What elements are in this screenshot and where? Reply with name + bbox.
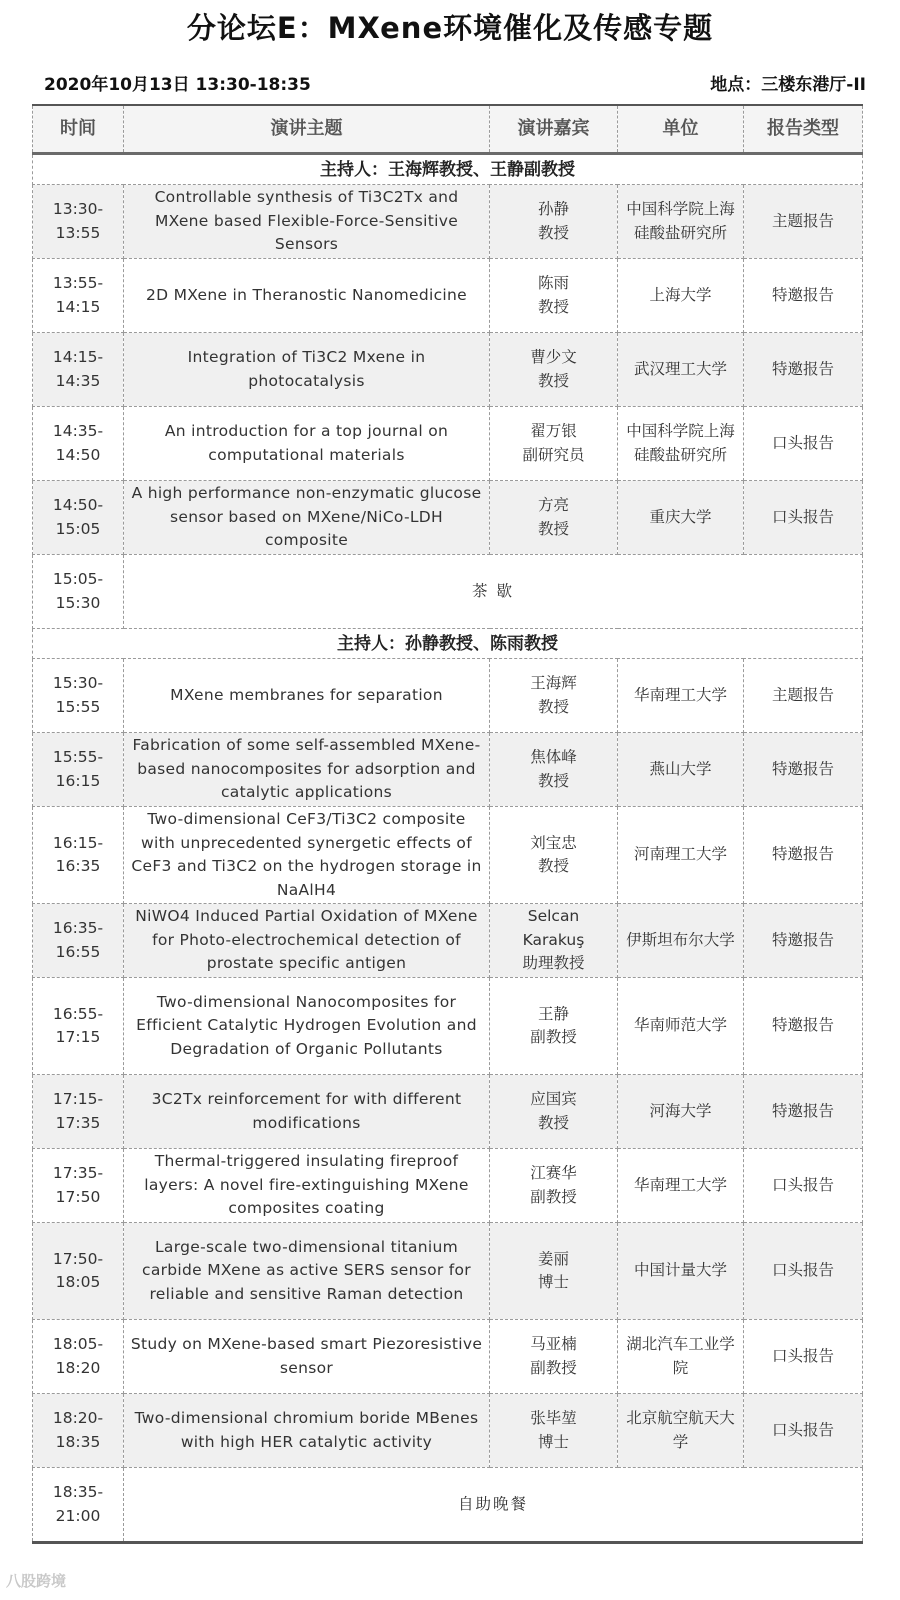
speaker-title: 副教授 (530, 1187, 577, 1206)
unit-cell: 华南师范大学 (618, 978, 744, 1075)
topic-cell: Two-dimensional CeF3/Ti3C2 composite with unprecedented synergetic effects of CeF3 and Ti3C2 on the hydrogen storage in NaAlH4 (124, 807, 490, 904)
topic-cell: A high performance non-enzymatic glucose sensor based on MXene/NiCo-LDH composite (124, 481, 490, 555)
speaker-cell (490, 481, 618, 555)
speaker-name: 陈雨 (537, 274, 569, 292)
speaker-cell (490, 904, 618, 978)
time-end: 14:35 (55, 371, 101, 390)
topic-cell: Two-dimensional Nanocomposites for Efficient Catalytic Hydrogen Evolution and Degradation of Organic Pollutants (124, 978, 490, 1075)
table-row (33, 1320, 863, 1394)
type-cell: 特邀报告 (744, 807, 863, 904)
speaker-name: 方亮 (537, 496, 569, 514)
speaker-cell (490, 807, 618, 904)
type-cell: 口头报告 (744, 1320, 863, 1394)
time-start: 14:15- (52, 348, 104, 366)
unit-cell: 中国科学院上海硅酸盐研究所 (618, 407, 744, 481)
speaker-name: 姜丽 (537, 1249, 569, 1268)
topic-cell: An introduction for a top journal on computational materials (124, 407, 490, 481)
break-label: 自助晚餐 (124, 1468, 863, 1543)
speaker-cell (490, 407, 618, 481)
type-cell: 口头报告 (744, 1394, 863, 1468)
col-header-speaker: 演讲嘉宾 (490, 105, 618, 154)
speaker-title: 博士 (537, 1273, 569, 1291)
topic-cell: Study on MXene-based smart Piezoresistive sensor (124, 1320, 490, 1394)
time-end: 16:15 (55, 771, 101, 790)
table-row (33, 1149, 863, 1223)
speaker-title: 博士 (537, 1432, 569, 1451)
speaker-title: 教授 (537, 771, 569, 790)
time-cell (33, 659, 124, 733)
type-cell: 特邀报告 (744, 904, 863, 978)
speaker-cell (490, 1394, 618, 1468)
time-cell (33, 1394, 124, 1468)
time-start: 18:35- (52, 1483, 104, 1501)
time-cell (33, 1075, 124, 1149)
time-end: 15:30 (55, 593, 101, 612)
time-end: 18:35 (55, 1432, 101, 1451)
time-start: 16:15- (52, 833, 104, 852)
speaker-cell (490, 1075, 618, 1149)
col-header-unit: 单位 (618, 105, 744, 154)
time-start: 18:20- (52, 1409, 104, 1427)
time-start: 18:05- (52, 1335, 104, 1353)
unit-cell: 华南理工大学 (618, 659, 744, 733)
time-cell (33, 333, 124, 407)
table-row (33, 185, 863, 259)
time-start: 17:50- (52, 1249, 104, 1268)
time-cell (33, 733, 124, 807)
topic-cell: Thermal-triggered insulating fireproof layers: A novel fire-extinguishing MXene composites coating (124, 1149, 490, 1223)
speaker-cell (490, 1223, 618, 1320)
speaker-title: 副教授 (530, 1028, 577, 1046)
time-end: 17:15 (55, 1028, 101, 1046)
session-date-time: 2020年10月13日 13:30-18:35 (44, 75, 311, 95)
topic-cell: Two-dimensional chromium boride MBenes with high HER catalytic activity (124, 1394, 490, 1468)
table-row (33, 733, 863, 807)
time-start: 16:55- (52, 1004, 104, 1023)
speaker-cell (490, 978, 618, 1075)
time-start: 15:55- (52, 748, 104, 766)
speaker-cell (490, 185, 618, 259)
unit-cell: 中国科学院上海硅酸盐研究所 (618, 185, 744, 259)
speaker-name: Selcan Karakuş (522, 907, 585, 949)
speaker-title: 副研究员 (522, 445, 585, 464)
time-cell (33, 1468, 124, 1543)
table-row (33, 333, 863, 407)
topic-cell: 3C2Tx reinforcement for with different modifications (124, 1075, 490, 1149)
speaker-title: 教授 (537, 1113, 569, 1132)
speaker-title: 教授 (537, 857, 569, 875)
type-cell: 特邀报告 (744, 333, 863, 407)
time-cell (33, 481, 124, 555)
speaker-cell (490, 1149, 618, 1223)
topic-cell: Fabrication of some self-assembled MXene-based nanocomposites for adsorption and catalytic applications (124, 733, 490, 807)
topic-cell: 2D MXene in Theranostic Nanomedicine (124, 259, 490, 333)
speaker-name: 江赛华 (530, 1164, 577, 1182)
time-cell (33, 185, 124, 259)
time-end: 16:55 (55, 942, 101, 961)
speaker-cell (490, 333, 618, 407)
table-row (33, 1075, 863, 1149)
topic-cell: MXene membranes for separation (124, 659, 490, 733)
speaker-cell (490, 659, 618, 733)
speaker-title: 副教授 (530, 1358, 577, 1377)
topic-cell: Controllable synthesis of Ti3C2Tx and MXene based Flexible-Force-Sensitive Sensors (124, 185, 490, 259)
type-cell: 特邀报告 (744, 1075, 863, 1149)
time-cell (33, 807, 124, 904)
time-cell (33, 407, 124, 481)
speaker-name: 焦体峰 (530, 748, 577, 766)
type-cell: 主题报告 (744, 185, 863, 259)
break-label: 茶 歇 (124, 555, 863, 629)
time-end: 15:55 (55, 697, 101, 716)
speaker-cell (490, 259, 618, 333)
unit-cell: 燕山大学 (618, 733, 744, 807)
unit-cell: 河海大学 (618, 1075, 744, 1149)
type-cell: 口头报告 (744, 1223, 863, 1320)
col-header-time: 时间 (33, 105, 124, 154)
speaker-title: 教授 (537, 297, 569, 316)
table-row (33, 978, 863, 1075)
time-end: 18:20 (55, 1358, 101, 1377)
topic-cell: Large-scale two-dimensional titanium carbide MXene as active SERS sensor for reliable and sensitive Raman detection (124, 1223, 490, 1320)
topic-cell: Integration of Ti3C2 Mxene in photocatalysis (124, 333, 490, 407)
speaker-cell (490, 733, 618, 807)
type-cell: 特邀报告 (744, 978, 863, 1075)
unit-cell: 北京航空航天大学 (618, 1394, 744, 1468)
unit-cell: 上海大学 (618, 259, 744, 333)
time-end: 14:50 (55, 445, 101, 464)
time-start: 17:15- (52, 1090, 104, 1108)
time-end: 15:05 (55, 519, 101, 538)
speaker-title: 助理教授 (522, 954, 585, 973)
table-row (33, 1223, 863, 1320)
header-row (33, 105, 863, 154)
type-cell: 特邀报告 (744, 733, 863, 807)
type-cell: 口头报告 (744, 1149, 863, 1223)
time-start: 13:55- (52, 274, 104, 292)
table-row (33, 407, 863, 481)
time-start: 16:35- (52, 919, 104, 937)
table-row (33, 904, 863, 978)
speaker-cell (490, 1320, 618, 1394)
speaker-name: 王海辉 (530, 674, 577, 692)
chair-row (33, 629, 863, 659)
time-cell (33, 1149, 124, 1223)
speaker-name: 翟万银 (530, 422, 577, 440)
time-end: 18:05 (55, 1273, 101, 1291)
time-cell (33, 978, 124, 1075)
type-cell: 特邀报告 (744, 259, 863, 333)
time-start: 15:30- (52, 674, 104, 692)
session-venue: 地点：三楼东港厅-II (710, 75, 866, 95)
topic-cell: NiWO4 Induced Partial Oxidation of MXene for Photo-electrochemical detection of prostate specific antigen (124, 904, 490, 978)
table-row (33, 807, 863, 904)
speaker-name: 曹少文 (530, 348, 577, 366)
time-end: 14:15 (55, 297, 101, 316)
time-end: 16:35 (55, 857, 101, 875)
table-row (33, 1394, 863, 1468)
time-start: 13:30- (52, 200, 104, 218)
table-row (33, 259, 863, 333)
chair-row (33, 154, 863, 185)
speaker-name: 孙静 (537, 200, 569, 218)
time-end: 17:35 (55, 1113, 101, 1132)
table-row (33, 659, 863, 733)
time-cell (33, 259, 124, 333)
speaker-title: 教授 (537, 223, 569, 242)
speaker-name: 刘宝忠 (530, 833, 577, 852)
watermark-text: 八股跨境 (6, 1572, 67, 1590)
speaker-title: 教授 (537, 697, 569, 716)
chair-label: 主持人：孙静教授、陈雨教授 (33, 629, 863, 659)
chair-label: 主持人：王海辉教授、王静副教授 (33, 154, 863, 185)
speaker-name: 应国宾 (530, 1090, 577, 1108)
time-end: 17:50 (55, 1187, 101, 1206)
time-end: 21:00 (55, 1506, 101, 1525)
time-start: 17:35- (52, 1164, 104, 1182)
unit-cell: 重庆大学 (618, 481, 744, 555)
unit-cell: 河南理工大学 (618, 807, 744, 904)
unit-cell: 武汉理工大学 (618, 333, 744, 407)
col-header-topic: 演讲主题 (124, 105, 490, 154)
unit-cell: 中国计量大学 (618, 1223, 744, 1320)
break-row (33, 1468, 863, 1543)
time-start: 14:50- (52, 496, 104, 514)
col-header-type: 报告类型 (744, 105, 863, 154)
break-row (33, 555, 863, 629)
type-cell: 口头报告 (744, 407, 863, 481)
speaker-name: 马亚楠 (530, 1335, 577, 1353)
unit-cell: 华南理工大学 (618, 1149, 744, 1223)
time-start: 14:35- (52, 422, 104, 440)
page-title: 分论坛E：MXene环境催化及传感专题 (186, 11, 714, 45)
time-cell (33, 555, 124, 629)
speaker-name: 张毕堃 (530, 1409, 577, 1427)
time-cell (33, 1320, 124, 1394)
time-cell (33, 904, 124, 978)
table-row (33, 481, 863, 555)
speaker-name: 王静 (537, 1004, 569, 1023)
unit-cell: 伊斯坦布尔大学 (618, 904, 744, 978)
time-start: 15:05- (52, 570, 104, 588)
time-cell (33, 1223, 124, 1320)
unit-cell: 湖北汽车工业学院 (618, 1320, 744, 1394)
schedule-table (32, 104, 863, 1544)
speaker-title: 教授 (537, 371, 569, 390)
speaker-title: 教授 (537, 519, 569, 538)
type-cell: 主题报告 (744, 659, 863, 733)
type-cell: 口头报告 (744, 481, 863, 555)
time-end: 13:55 (55, 223, 101, 242)
